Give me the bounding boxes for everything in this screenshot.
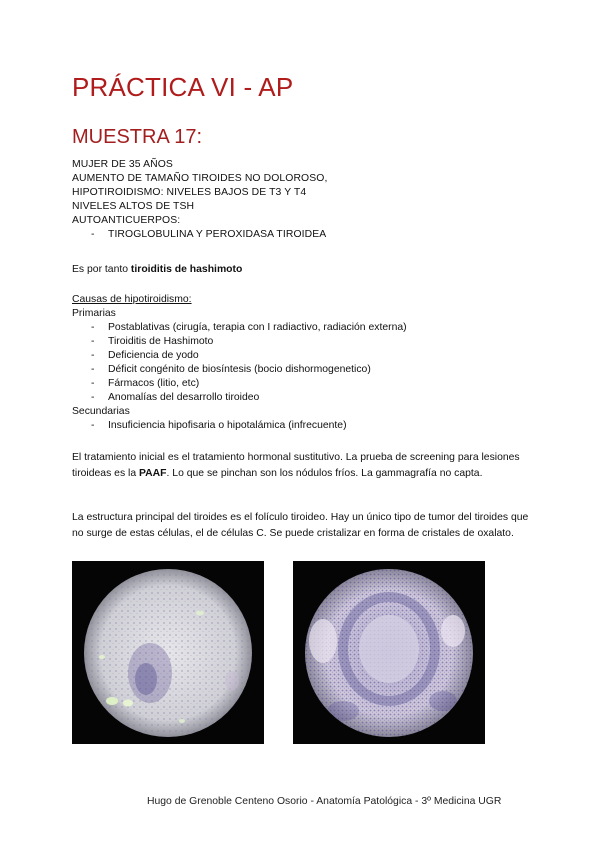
list-item-text: Tiroiditis de Hashimoto (108, 336, 214, 347)
diagnosis-prefix: Es por tanto (72, 264, 131, 275)
list-item (72, 391, 407, 405)
antibody-text: TIROGLOBULINA Y PEROXIDASA TIROIDEA (108, 229, 327, 240)
list-item-text: Fármacos (litio, etc) (108, 378, 200, 389)
list-item-text: Insuficiencia hipofisaria o hipotalámica (infrecuente) (108, 420, 347, 431)
list-item-text: Deficiencia de yodo (108, 350, 199, 361)
list-item-text: Anomalías del desarrollo tiroideo (108, 392, 260, 403)
list-item (72, 321, 407, 335)
bullet-dash: - (91, 229, 95, 240)
causes-section (72, 293, 407, 433)
micrograph-left-svg (72, 561, 264, 744)
secondary-label: Secundarias (72, 406, 130, 417)
case-line: AUMENTO DE TAMAÑO TIROIDES NO DOLOROSO, (72, 173, 328, 184)
list-item (72, 335, 407, 349)
bullet-dash: - (91, 392, 95, 403)
treatment-text: El tratamiento inicial es el tratamiento hormonal sustitutivo. La prueba de screening para lesiones tiroideas es la (72, 452, 520, 479)
case-line: HIPOTIROIDISMO: NIVELES BAJOS DE T3 Y T4 (72, 187, 307, 198)
list-item (72, 349, 407, 363)
primary-label: Primarias (72, 308, 116, 319)
treatment-bold: PAAF (139, 468, 167, 479)
page-footer: Hugo de Grenoble Centeno Osorio - Anatomía Patológica - 3º Medicina UGR (147, 796, 502, 807)
structure-paragraph: La estructura principal del tiroides es el folículo tiroideo. Hay un único tipo de tumor del tiroides que no surge de estas células, el de células C. Se puede cristalizar en forma de cristales de oxalato. (72, 512, 529, 539)
case-line: AUTOANTICUERPOS: (72, 215, 181, 226)
case-line: NIVELES ALTOS DE TSH (72, 201, 195, 212)
treatment-text-end: . Lo que se pinchan son los nódulos fríos. La gammagrafía no capta. (166, 468, 483, 479)
micrograph-right-svg (293, 561, 485, 744)
list-item (72, 419, 407, 433)
list-item-text: Postablativas (cirugía, terapia con I radiactivo, radiación externa) (108, 322, 407, 333)
list-item (72, 377, 407, 391)
bullet-dash: - (91, 336, 95, 347)
bullet-dash: - (91, 322, 95, 333)
list-item (72, 363, 407, 377)
list-item-text: Déficit congénito de biosíntesis (bocio dishormogenetico) (108, 364, 371, 375)
bullet-dash: - (91, 420, 95, 431)
antibody-item (72, 228, 327, 242)
diagnosis-bold: tiroiditis de hashimoto (130, 264, 243, 275)
bullet-dash: - (91, 378, 95, 389)
bullet-dash: - (91, 364, 95, 375)
micrograph-right (293, 561, 485, 744)
case-summary (72, 158, 327, 242)
bullet-dash: - (91, 350, 95, 361)
sample-title: MUESTRA 17: (72, 126, 203, 148)
case-line: MUJER DE 35 AÑOS (72, 159, 173, 170)
micrograph-left (72, 561, 264, 744)
page-title: PRÁCTICA VI - AP (72, 72, 294, 102)
treatment-paragraph (72, 450, 532, 482)
causes-heading: Causas de hipotiroidismo: (72, 294, 192, 305)
diagnosis-line (72, 263, 242, 277)
